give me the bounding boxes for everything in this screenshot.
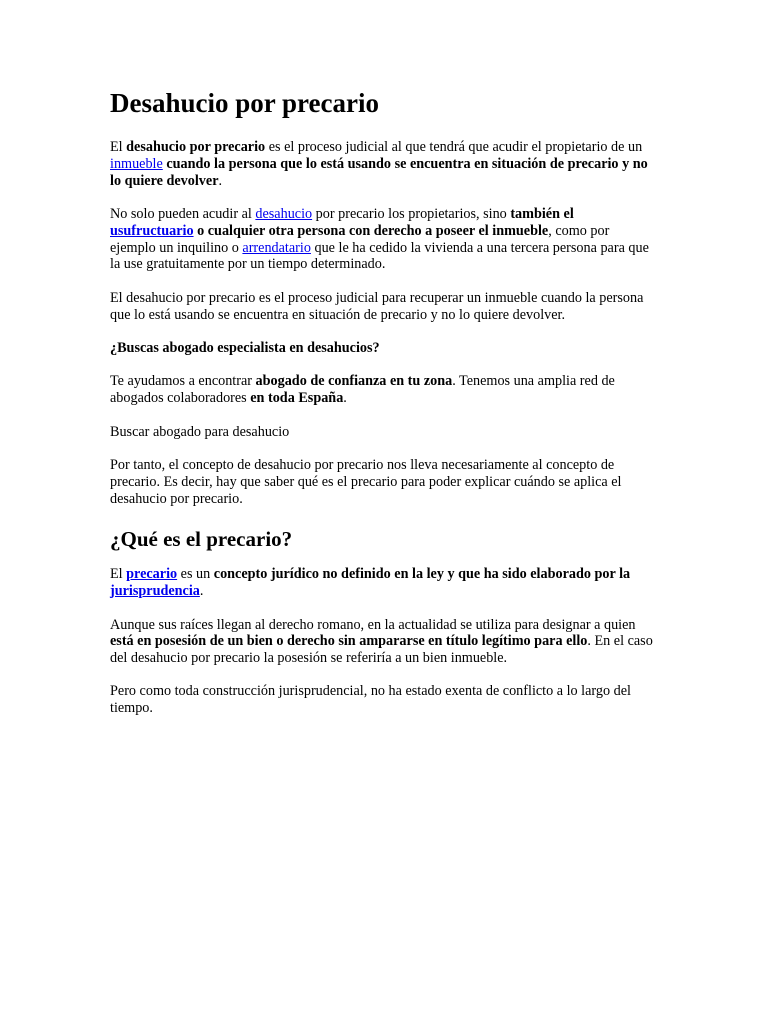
link-usufructuario[interactable]: usufructuario [110, 222, 194, 239]
text-run: es un [177, 566, 214, 583]
bold-run: también el [510, 205, 574, 222]
page-title: Desahucio por precario [110, 88, 379, 118]
bold-run: en toda España [250, 390, 344, 407]
text-run: por precario los propietarios, sino [312, 205, 511, 222]
text-run: . Tenemos una amplia red de abogados colaboradores [110, 373, 615, 407]
bold-run: abogado de confianza en tu zona [255, 373, 453, 390]
link-desahucio[interactable]: desahucio [255, 205, 313, 222]
link-arrendatario[interactable]: arrendatario [242, 239, 311, 256]
paragraph-precario-concept [110, 566, 658, 600]
lawyer-question [110, 340, 658, 357]
text-run: El [110, 566, 127, 583]
paragraph-help-offer [110, 373, 658, 407]
search-lawyer-text: Buscar abogado para desahucio [110, 423, 290, 440]
bold-run: desahucio por precario [126, 139, 266, 155]
link-precario[interactable]: precario [126, 566, 178, 583]
document-body [110, 86, 658, 734]
text-run: que le ha cedido la vivienda a una tercera persona para que la use gratuitamente por un tiempo determinado. [110, 239, 649, 273]
text-run: . [343, 390, 347, 407]
bold-run: cuando la persona que lo está usando se encuentra en situación de precario y no lo quiere devolver [110, 155, 648, 189]
bold-run: ¿Buscas abogado especialista en desahucios? [110, 339, 380, 356]
bold-run: concepto jurídico no definido en la ley y que ha sido elaborado por la [213, 566, 631, 583]
link-jurisprudencia[interactable]: jurisprudencia [110, 583, 200, 600]
text-run: . [199, 583, 204, 600]
section-heading: ¿Qué es el precario? [110, 527, 293, 552]
text-run: . [218, 172, 223, 189]
paragraph-conflict: Pero como toda construcción jurisprudencial, no ha estado exenta de conflicto a lo largo del tiempo. [110, 683, 631, 717]
link-inmueble[interactable]: inmueble [110, 155, 163, 172]
text-run: Aunque sus raíces llegan al derecho romano, en la actualidad se utiliza para designar a quien [110, 616, 636, 633]
bold-run: está en posesión de un bien o derecho sin ampararse en título legítimo para ello [110, 633, 588, 650]
paragraph-concept: Por tanto, el concepto de desahucio por precario nos lleva necesariamente al concepto de precario. Es decir, hay que saber qué es el precario para poder explicar cuándo se aplica el desahucio por precario. [110, 456, 622, 507]
paragraph-definition: El desahucio por precario es el proceso judicial para recuperar un inmueble cuando la persona que lo está usando se encuentra en situación de precario y no lo quiere devolver. [110, 289, 644, 323]
paragraph-who-can-apply [110, 206, 658, 273]
text-run: . En el caso del desahucio por precario la posesión se referiría a un bien inmueble. [110, 633, 653, 667]
text-run: es el proceso judicial al que tendrá que acudir el propietario de un [265, 139, 643, 155]
bold-run: o cualquier otra persona con derecho a poseer el inmueble [193, 222, 549, 239]
intro-paragraph [110, 139, 658, 189]
text-run: El [110, 139, 127, 155]
paragraph-roman-law [110, 617, 658, 667]
text-run: Te ayudamos a encontrar [110, 373, 256, 390]
text-run: , como por ejemplo un inquilino o [110, 222, 610, 256]
text-run: No solo pueden acudir al [110, 205, 256, 222]
